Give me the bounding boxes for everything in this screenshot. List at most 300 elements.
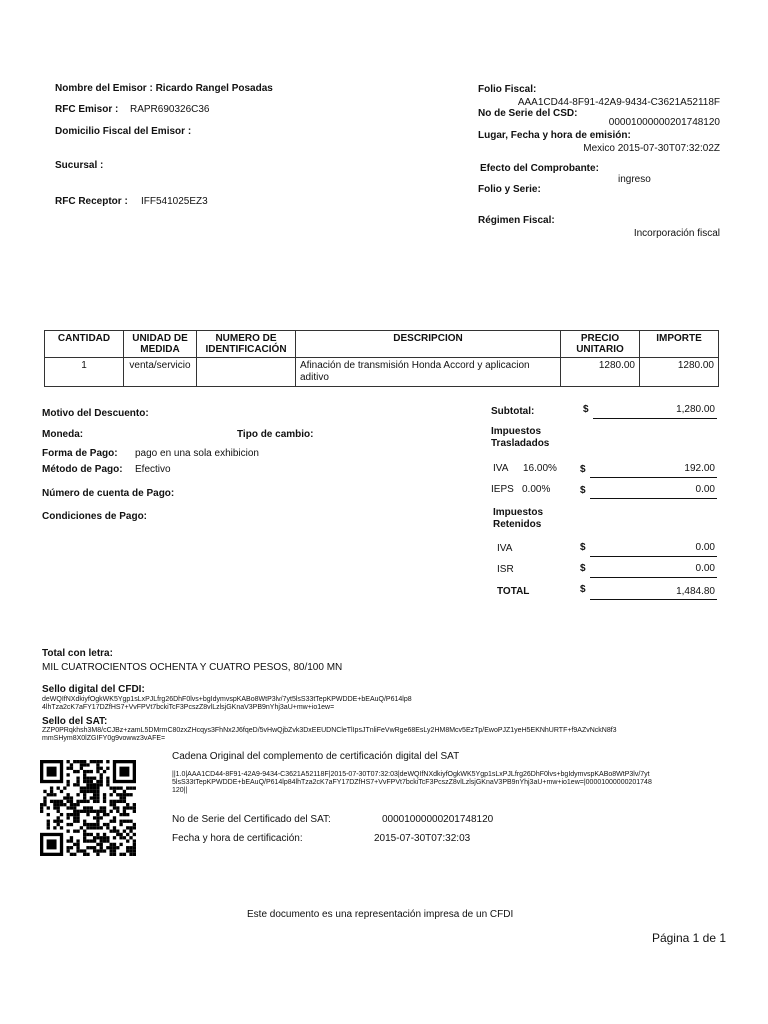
qr-module <box>129 830 132 833</box>
qr-module <box>113 836 116 839</box>
qr-module <box>86 826 89 829</box>
folio-fiscal-label: Folio Fiscal: <box>478 84 537 95</box>
qr-module <box>113 806 116 809</box>
qr-module <box>83 763 86 766</box>
qr-module <box>86 800 89 803</box>
qr-module <box>57 806 60 809</box>
qr-module <box>96 786 99 789</box>
qr-module <box>96 810 99 813</box>
rfc-receptor-label: RFC Receptor : <box>55 196 128 207</box>
qr-module <box>53 826 56 829</box>
qr-module <box>66 830 69 833</box>
qr-module <box>86 823 89 826</box>
qr-module <box>66 806 69 809</box>
isr-value: 0.00 <box>695 563 715 574</box>
total-value: 1,484.80 <box>676 586 715 597</box>
qr-module <box>113 826 116 829</box>
qr-module <box>47 826 50 829</box>
qr-module <box>60 813 63 816</box>
qr-module <box>100 836 103 839</box>
cell-cantidad: 1 <box>45 358 124 387</box>
qr-module <box>76 830 79 833</box>
qr-module <box>106 777 109 780</box>
qr-module <box>93 839 96 842</box>
qr-module <box>119 793 122 796</box>
cell-descripcion: Afinación de transmisión Honda Accord y aplicacion aditivo <box>296 358 561 387</box>
qr-module <box>110 849 113 852</box>
qr-module <box>80 786 83 789</box>
qr-module <box>70 823 73 826</box>
total-letra-value: MIL CUATROCIENTOS OCHENTA Y CUATRO PESOS, 80/100 MN <box>42 662 343 673</box>
qr-module <box>126 793 129 796</box>
qr-module <box>106 780 109 783</box>
sello-cfdi-label: Sello digital del CFDI: <box>42 684 145 695</box>
qr-module <box>83 760 86 763</box>
lugar-value: Mexico 2015-07-30T07:32:02Z <box>583 143 720 154</box>
qr-module <box>83 820 86 823</box>
qr-module <box>96 796 99 799</box>
qr-module <box>129 806 132 809</box>
qr-module <box>83 796 86 799</box>
qr-module <box>106 767 109 770</box>
qr-module <box>83 853 86 856</box>
qr-module <box>43 796 46 799</box>
qr-module <box>110 820 113 823</box>
col-descripcion: DESCRIPCION <box>296 331 561 358</box>
qr-module <box>83 777 86 780</box>
qr-module <box>100 760 103 763</box>
fecha-cert-value: 2015-07-30T07:32:03 <box>374 833 471 844</box>
qr-module <box>126 849 129 852</box>
qr-module <box>116 800 119 803</box>
qr-module <box>53 820 56 823</box>
lugar-label: Lugar, Fecha y hora de emisión: <box>478 130 631 141</box>
qr-module <box>119 833 122 836</box>
qr-module <box>76 810 79 813</box>
qr-module <box>96 767 99 770</box>
qr-module <box>73 843 76 846</box>
qr-module <box>83 823 86 826</box>
qr-module <box>123 796 126 799</box>
qr-module <box>60 800 63 803</box>
qr-module <box>80 810 83 813</box>
qr-module <box>96 813 99 816</box>
cadena-text: ||1.0|AAA1CD44-8F91-42A9-9434-C3621A52118F|2015-07-30T07:32:03|deWQIfNXdkiyfOgkWK5Ygp1sLxPJLfrg26DhF0lvs+bgIdymvspKABo8WtP3lv/7yt5lsS33tTepKPWDDE+bEAuQ/P614lp84lhTza2cK7aFY17DZfHS7+VvFPVt7bckiTcF3PcszZ8vlLzlsjGKnaV3PB9nYhj3aU+mw+io1ew=|00001000000201748120|| <box>172 771 652 794</box>
qr-module <box>103 823 106 826</box>
qr-module <box>66 760 69 763</box>
qr-module <box>96 770 99 773</box>
qr-module <box>43 790 46 793</box>
qr-module <box>83 773 86 776</box>
csd-value: 00001000000201748120 <box>608 117 720 128</box>
qr-module <box>93 823 96 826</box>
qr-module <box>93 816 96 819</box>
subtotal-currency: $ <box>583 404 589 415</box>
qr-module <box>63 796 66 799</box>
iva-currency: $ <box>580 464 586 475</box>
qr-module <box>110 810 113 813</box>
qr-module <box>93 796 96 799</box>
qr-module <box>47 820 50 823</box>
qr-module <box>116 810 119 813</box>
qr-module <box>103 836 106 839</box>
rfc-emisor-value: RAPR690326C36 <box>130 104 210 115</box>
qr-module <box>60 790 63 793</box>
qr-module <box>129 793 132 796</box>
qr-module <box>119 853 122 856</box>
qr-module <box>80 767 83 770</box>
cert-sat-value: 00001000000201748120 <box>382 814 494 825</box>
qr-module <box>66 813 69 816</box>
qr-module <box>133 833 136 836</box>
ieps-rate: 0.00% <box>522 484 551 495</box>
ret-iva-currency: $ <box>580 542 586 553</box>
qr-module <box>76 780 79 783</box>
qr-module <box>93 849 96 852</box>
qr-module <box>76 839 79 842</box>
qr-module <box>76 813 79 816</box>
qr-module <box>83 849 86 852</box>
qr-module <box>40 803 43 806</box>
qr-module <box>86 813 89 816</box>
isr-underline <box>590 577 717 578</box>
qr-module <box>70 853 73 856</box>
qr-module <box>103 833 106 836</box>
qr-module <box>86 839 89 842</box>
qr-module <box>100 846 103 849</box>
qr-module <box>90 770 93 773</box>
qr-module <box>133 826 136 829</box>
qr-module <box>113 790 116 793</box>
qr-module <box>70 767 73 770</box>
qr-module <box>86 790 89 793</box>
qr-module <box>83 786 86 789</box>
qr-module <box>126 786 129 789</box>
forma-pago-value: pago en una sola exhibicion <box>135 448 259 459</box>
qr-module <box>123 836 126 839</box>
qr-module <box>106 823 109 826</box>
qr-module <box>86 846 89 849</box>
qr-module <box>106 846 109 849</box>
qr-module <box>103 770 106 773</box>
qr-module <box>83 790 86 793</box>
folio-fiscal-value: AAA1CD44-8F91-42A9-9434-C3621A52118F <box>517 97 720 108</box>
motivo-label: Motivo del Descuento: <box>42 408 149 419</box>
qr-module <box>66 783 69 786</box>
qr-module <box>119 800 122 803</box>
qr-module <box>73 783 76 786</box>
qr-module <box>96 853 99 856</box>
qr-module <box>113 803 116 806</box>
qr-module <box>93 777 96 780</box>
qr-module <box>126 820 129 823</box>
qr-module <box>70 839 73 842</box>
qr-module <box>60 826 63 829</box>
col-precio: PRECIO UNITARIO <box>561 331 640 358</box>
qr-module <box>43 803 46 806</box>
qr-module <box>73 830 76 833</box>
qr-module <box>133 849 136 852</box>
qr-module <box>73 810 76 813</box>
qr-module <box>110 830 113 833</box>
qr-module <box>100 780 103 783</box>
qr-module <box>47 806 50 809</box>
qr-module <box>93 760 96 763</box>
qr-module <box>129 786 132 789</box>
qr-module <box>76 849 79 852</box>
qr-module <box>119 796 122 799</box>
qr-module <box>100 773 103 776</box>
ieps-currency: $ <box>580 485 586 496</box>
ieps-value: 0.00 <box>695 484 715 495</box>
qr-module <box>113 846 116 849</box>
cell-importe: 1280.00 <box>640 358 719 387</box>
cadena-title: Cadena Original del complemento de certificación digital del SAT <box>172 751 460 762</box>
iva-underline <box>590 477 717 478</box>
qr-module <box>103 813 106 816</box>
total-currency: $ <box>580 584 586 595</box>
qr-module <box>93 800 96 803</box>
qr-module <box>110 786 113 789</box>
qr-module <box>133 786 136 789</box>
qr-module <box>100 849 103 852</box>
qr-module <box>133 803 136 806</box>
qr-module <box>66 816 69 819</box>
cell-identificacion <box>197 358 296 387</box>
qr-module <box>80 800 83 803</box>
qr-module <box>83 839 86 842</box>
qr-module <box>73 806 76 809</box>
qr-module <box>80 849 83 852</box>
qr-module <box>133 823 136 826</box>
col-identificacion: NUMERO DE IDENTIFICACIÓN <box>197 331 296 358</box>
qr-module <box>90 760 93 763</box>
qr-module <box>86 783 89 786</box>
qr-module <box>126 803 129 806</box>
qr-module <box>53 793 56 796</box>
qr-module <box>83 830 86 833</box>
moneda-label: Moneda: <box>42 429 84 440</box>
qr-module <box>123 853 126 856</box>
col-unidad: UNIDAD DE MEDIDA <box>124 331 197 358</box>
qr-module <box>66 849 69 852</box>
qr-module <box>86 777 89 780</box>
regimen-value: Incorporación fiscal <box>633 228 720 239</box>
qr-module <box>86 763 89 766</box>
regimen-label: Régimen Fiscal: <box>478 215 555 226</box>
qr-module <box>40 810 43 813</box>
qr-module <box>113 816 116 819</box>
qr-module <box>106 813 109 816</box>
qr-module <box>63 786 66 789</box>
qr-module <box>96 763 99 766</box>
qr-module <box>113 820 116 823</box>
qr-module <box>83 770 86 773</box>
qr-module <box>90 846 93 849</box>
ieps-label: IEPS <box>491 484 514 495</box>
qr-module <box>110 846 113 849</box>
qr-module <box>70 800 73 803</box>
table-row <box>45 358 719 387</box>
qr-module <box>50 790 53 793</box>
qr-module <box>83 833 86 836</box>
qr-module <box>80 763 83 766</box>
qr-module <box>100 816 103 819</box>
iva-rate: 16.00% <box>523 463 557 474</box>
qr-module <box>96 800 99 803</box>
qr-module <box>47 793 50 796</box>
trasladados-label: Impuestos Trasladados <box>491 426 550 449</box>
qr-module <box>90 786 93 789</box>
page-number: Página 1 de 1 <box>651 931 726 945</box>
qr-module <box>73 803 76 806</box>
qr-module <box>93 783 96 786</box>
qr-module <box>76 843 79 846</box>
qr-module <box>76 793 79 796</box>
cert-sat-label: No de Serie del Certificado del SAT: <box>172 814 331 825</box>
qr-module <box>66 823 69 826</box>
qr-finder-inner <box>119 767 129 777</box>
subtotal-label: Subtotal: <box>491 406 535 417</box>
qr-module <box>76 760 79 763</box>
qr-module <box>93 846 96 849</box>
qr-module <box>106 839 109 842</box>
qr-module <box>126 826 129 829</box>
qr-module <box>70 836 73 839</box>
qr-module <box>110 800 113 803</box>
fecha-cert-label: Fecha y hora de certificación: <box>172 833 303 844</box>
qr-module <box>119 786 122 789</box>
col-cantidad: CANTIDAD <box>45 331 124 358</box>
qr-module <box>116 833 119 836</box>
qr-module <box>93 810 96 813</box>
qr-module <box>133 843 136 846</box>
qr-module <box>57 816 60 819</box>
qr-module <box>90 806 93 809</box>
qr-module <box>70 846 73 849</box>
qr-module <box>103 806 106 809</box>
qr-module <box>113 853 116 856</box>
qr-module <box>100 826 103 829</box>
qr-module <box>96 820 99 823</box>
qr-module <box>57 800 60 803</box>
qr-module <box>43 800 46 803</box>
qr-module <box>96 783 99 786</box>
qr-module <box>57 786 60 789</box>
qr-module <box>83 836 86 839</box>
qr-module <box>103 800 106 803</box>
qr-module <box>116 830 119 833</box>
domicilio-label: Domicilio Fiscal del Emisor : <box>55 126 192 137</box>
qr-module <box>103 839 106 842</box>
sello-sat-label: Sello del SAT: <box>42 716 108 727</box>
col-importe: IMPORTE <box>640 331 719 358</box>
rfc-emisor-label: RFC Emisor : <box>55 104 119 115</box>
qr-module <box>93 836 96 839</box>
qr-module <box>60 820 63 823</box>
qr-module <box>123 813 126 816</box>
qr-module <box>103 849 106 852</box>
qr-module <box>129 846 132 849</box>
qr-module <box>129 820 132 823</box>
qr-module <box>96 793 99 796</box>
qr-module <box>129 826 132 829</box>
qr-module <box>66 846 69 849</box>
qr-module <box>100 843 103 846</box>
qr-module <box>86 786 89 789</box>
qr-module <box>103 793 106 796</box>
qr-module <box>119 823 122 826</box>
qr-module <box>123 830 126 833</box>
ieps-underline <box>590 498 717 499</box>
qr-module <box>123 790 126 793</box>
qr-module <box>73 760 76 763</box>
qr-module <box>83 800 86 803</box>
qr-module <box>103 810 106 813</box>
qr-module <box>66 800 69 803</box>
qr-module <box>119 836 122 839</box>
qr-module <box>126 813 129 816</box>
qr-module <box>119 820 122 823</box>
qr-module <box>73 816 76 819</box>
qr-module <box>50 800 53 803</box>
qr-module <box>100 839 103 842</box>
qr-module <box>53 800 56 803</box>
qr-module <box>86 806 89 809</box>
qr-module <box>96 760 99 763</box>
qr-module <box>53 806 56 809</box>
qr-module <box>76 800 79 803</box>
qr-module <box>100 767 103 770</box>
qr-module <box>73 770 76 773</box>
sello-cfdi-value: deWQIfNXdkiyfOgkWK5Ygp1sLxPJLfrg26DhF0lvs+bgIdymvspKABo8WtP3lv/7yt5lsS33tTepKPWDDE+bEAuQ/P614lp84lhTza2cK7aFY17DZfHS7+VvFPVt7bckiTcF3PcszZ8vlLzlsjGKnaV3PB9nYhj3aU+mw+io1ew= <box>42 696 412 711</box>
qr-module <box>106 826 109 829</box>
qr-module <box>96 836 99 839</box>
qr-module <box>116 846 119 849</box>
iva-label: IVA <box>493 463 509 474</box>
qr-module <box>96 780 99 783</box>
qr-module <box>90 790 93 793</box>
qr-module <box>96 816 99 819</box>
qr-module <box>90 833 93 836</box>
efecto-label: Efecto del Comprobante: <box>480 163 599 174</box>
qr-module <box>96 843 99 846</box>
qr-module <box>93 826 96 829</box>
qr-module <box>133 806 136 809</box>
qr-module <box>93 793 96 796</box>
qr-module <box>93 790 96 793</box>
qr-module <box>100 777 103 780</box>
cell-precio: 1280.00 <box>561 358 640 387</box>
items-table <box>44 330 719 387</box>
qr-module <box>76 820 79 823</box>
qr-module <box>66 793 69 796</box>
qr-module <box>113 786 116 789</box>
qr-module <box>83 806 86 809</box>
qr-module <box>47 823 50 826</box>
qr-module <box>123 800 126 803</box>
qr-module <box>76 770 79 773</box>
qr-module <box>133 846 136 849</box>
qr-module <box>96 823 99 826</box>
qr-module <box>80 760 83 763</box>
qr-module <box>90 780 93 783</box>
sello-sat-value: ZZP0PRqkhsh3M8/cCJBz+zamL5DMrmC80zxZHcqys3FhNx2J6fqeD/5vHwQjbZvk3DxEEUDNCleTlIpsJTnliFeVwRge68EsLy2HM8Mcv5EzTp/EwoPJZ1yeH5EKNhURTF+f9AZvNckN8f3mmSHym8X0lZGIFY0g9vowwz3vAFE= <box>42 727 617 742</box>
qr-module <box>113 849 116 852</box>
sucursal-label: Sucursal : <box>55 160 104 171</box>
qr-module <box>70 796 73 799</box>
qr-module <box>93 786 96 789</box>
